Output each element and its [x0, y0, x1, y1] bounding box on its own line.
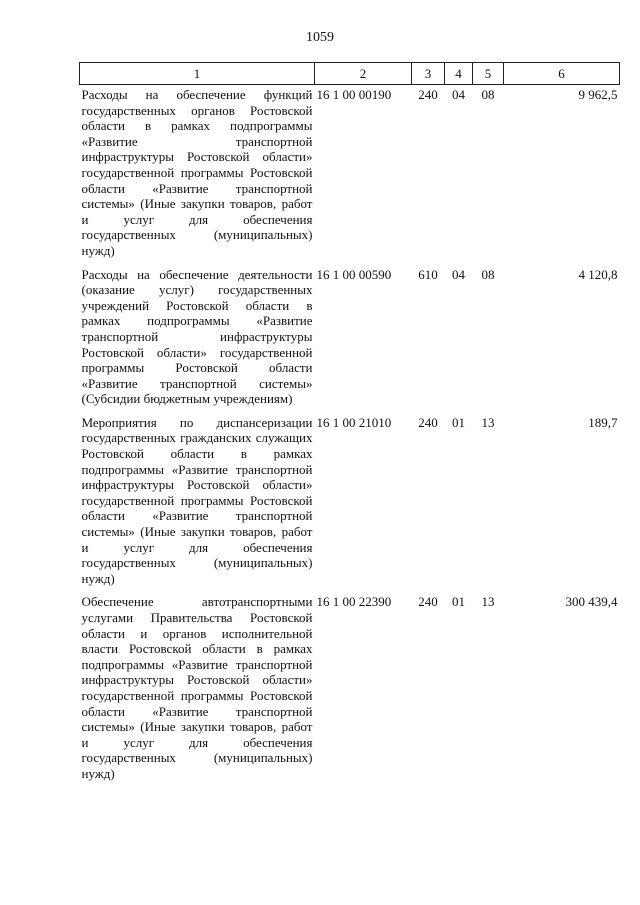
target-article-code: 16 1 00 22390 [316, 594, 392, 610]
column-header-4: 4 [445, 63, 473, 85]
amount: 300 439,4 [565, 594, 618, 610]
expense-name: Расходы на обеспечение деятельности (оказание услуг) государственных учреждений Ростовской области в рамках подпрограммы «Развитие транспортной инфраструктуры Ростовской области» государственной программы Ростовской области «Развитие транспортной системы» (Субсидии бюджетным учреждениям) [81, 266, 313, 407]
section-code: 04 [452, 266, 465, 282]
subsection-code: 13 [481, 414, 495, 430]
target-article-code: 16 1 00 00590 [316, 266, 392, 282]
column-header-1: 1 [80, 63, 315, 85]
section-code: 01 [452, 414, 465, 430]
subsection-code: 08 [481, 87, 495, 102]
expense-name: Расходы на обеспечение функций государственных органов Ростовской области в рамках подпрограммы «Развитие транспортной инфраструктуры Ростовской области» государственной программы Ростовской области «Развитие транспортной системы» (Иные закупки товаров, работ и услуг для обеспечения государственных (муниципальных) нужд) [81, 87, 313, 258]
table-row [80, 265, 620, 413]
table-row [80, 413, 620, 593]
table-row [80, 85, 620, 265]
section-code: 04 [452, 87, 465, 102]
table-header-row [80, 63, 620, 85]
column-header-2: 2 [315, 63, 412, 85]
subsection-code: 08 [481, 266, 495, 282]
expense-type-code: 240 [418, 594, 438, 610]
expense-type-code: 240 [418, 87, 438, 102]
column-header-3: 3 [412, 63, 445, 85]
amount: 4 120,8 [578, 266, 618, 282]
expense-name: Обеспечение автотранспортными услугами Правительства Ростовской области и органов исполнительной власти Ростовской области в рамках подпрограммы «Развитие транспортной инфраструктуры Ростовской области» государственной программы Ростовской области «Развитие транспортной системы» (Иные закупки товаров, работ и услуг для обеспечения государственных (муниципальных) нужд) [81, 594, 313, 781]
table-row [80, 592, 620, 787]
budget-table [79, 62, 620, 788]
amount: 189,7 [588, 414, 618, 430]
amount: 9 962,5 [578, 87, 618, 102]
expense-name: Мероприятия по диспансеризации государственных гражданских служащих Ростовской области в рамках подпрограммы «Развитие транспортной инфраструктуры Ростовской области» государственной программы Ростовской области «Развитие транспортной системы» (Иные закупки товаров, работ и услуг для обеспечения государственных (муниципальных) нужд) [81, 414, 313, 586]
target-article-code: 16 1 00 00190 [316, 87, 392, 102]
column-header-5: 5 [473, 63, 504, 85]
column-header-6: 6 [504, 63, 620, 85]
section-code: 01 [452, 594, 465, 610]
expense-type-code: 240 [418, 414, 438, 430]
target-article-code: 16 1 00 21010 [316, 414, 392, 430]
expense-type-code: 610 [418, 266, 438, 282]
page-number: 1059 [306, 30, 334, 45]
subsection-code: 13 [481, 594, 495, 610]
